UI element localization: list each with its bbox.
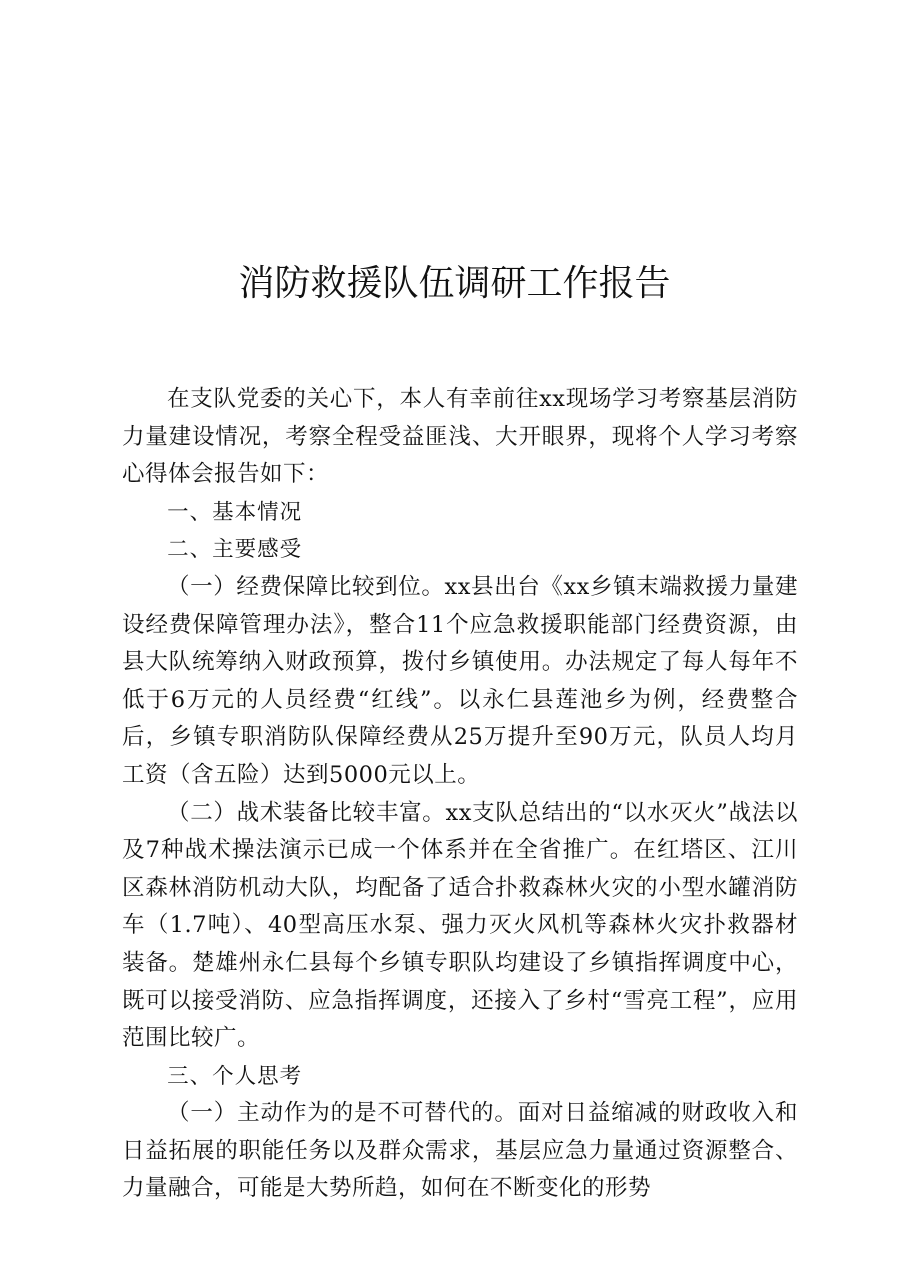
paragraph-equipment-body: xx支队总结出的“以水灭火”战法以及7种战术操法演示已成一个体系并在全省推广。在红塔区、江川区森林消防机动大队，均配备了适合扑救森林火灾的小型水罐消防车（1.7吨）、40型高压水泵、强力灭火风机等森林火灾扑救器材装备。楚雄州永仁县每个乡镇专职队均建设了乡镇指挥调度中心，既可以接受消防、应急指挥调度，还接入了乡村“雪亮工程”，应用范围比较广。 [122,799,798,1052]
paragraph-equipment-lead: （二）战术装备比较丰富。 [167,799,446,826]
paragraph-initiative [122,1095,798,1208]
paragraph-initiative-lead: （一）主动作为的是不可替代的。 [167,1100,518,1127]
document-body [122,381,798,1208]
paragraph-funding-lead: （一）经费保障比较到位。 [167,573,445,600]
paragraph-initiative-body: 面对日益缩减的财政收入和日益拓展的职能任务以及群众需求，基层应急力量通过资源整合、力量融合，可能是大势所趋，如何在不断变化的形势 [122,1100,798,1202]
paragraph-equipment [122,795,798,1058]
section-heading-reflection: 三、个人思考 [167,1063,303,1089]
section-heading-basic: 一、基本情况 [167,499,303,525]
paragraph-funding-body: xx县出台《xx乡镇末端救援力量建设经费保障管理办法》，整合11个应急救援职能部门经费资源，由县大队统筹纳入财政预算，拨付乡镇使用。办法规定了每人每年不低于6万元的人员经费“红线”。以永仁县莲池乡为例，经费整合后，乡镇专职消防队保障经费从25万提升至90万元，队员人均月工资（含五险）达到5000元以上。 [122,573,798,788]
document-title: 消防救援队伍调研工作报告 [238,263,671,304]
intro-paragraph: 在支队党委的关心下，本人有幸前往xx现场学习考察基层消防力量建设情况，考察全程受益匪浅、大开眼界，现将个人学习考察心得体会报告如下： [122,386,798,488]
paragraph-funding [122,569,798,795]
section-heading-feelings: 二、主要感受 [167,537,303,563]
